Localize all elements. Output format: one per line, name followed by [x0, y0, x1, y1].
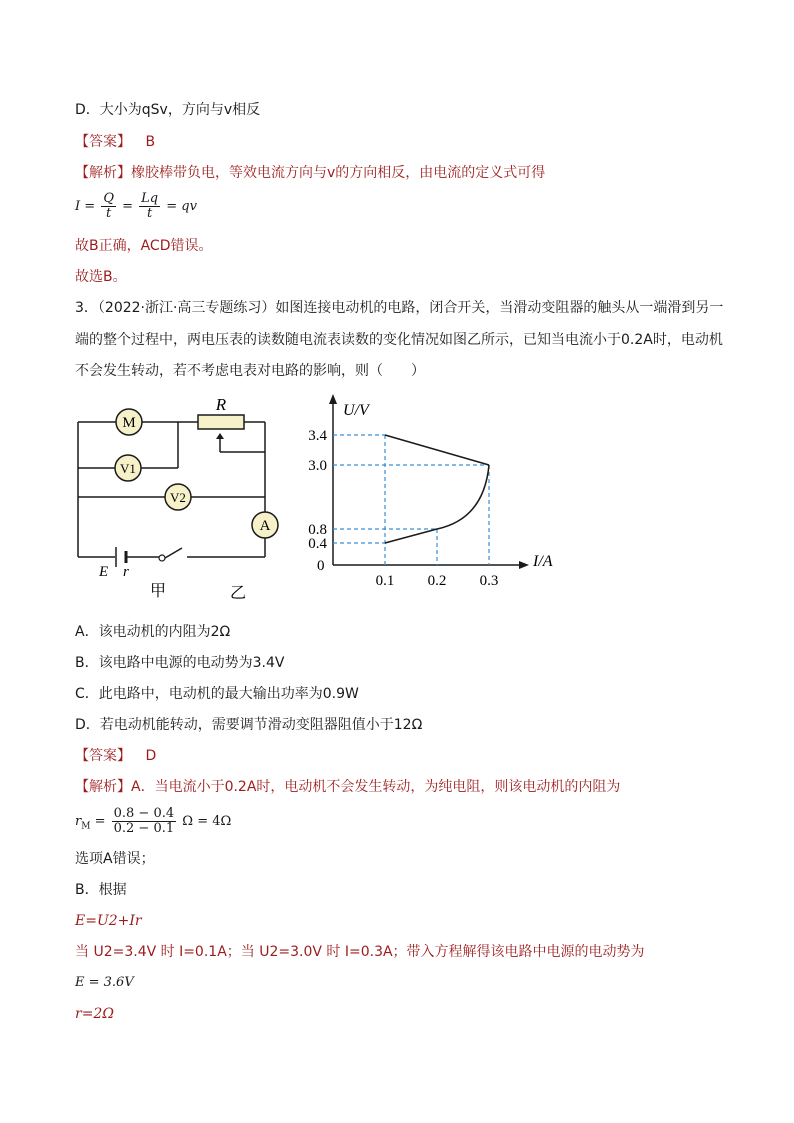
x-tick-label-0: 0.1 — [375, 573, 395, 589]
answer-value: B — [145, 134, 156, 150]
resistance-fraction: $\frac{0.8 - 0.4}{0.2 - 0.1}$ — [113, 806, 175, 836]
option-d-previous: D．大小为qSv，方向与v相反 — [75, 102, 261, 118]
internal-r-result: r=2Ω — [75, 1006, 114, 1022]
option-d: D．若电动机能转动，需要调节滑动变阻器阻值小于12Ω — [75, 717, 423, 733]
rheostat-r — [198, 415, 244, 429]
series-v2-line — [385, 435, 489, 465]
ammeter-a — [252, 512, 278, 538]
analysis-text: A．当电流小于0.2A时，电动机不会发生转动，为纯电阻，则该电动机的内阻为 — [131, 779, 621, 795]
emf-result: E = 3.6V — [75, 975, 134, 990]
internal-r-label: r — [123, 564, 129, 580]
current-formula: I = $\frac{Q}{t}$ = $\frac{Lq}{t}$ = qv — [75, 191, 197, 221]
switch-pivot — [159, 555, 165, 561]
option-a: A．该电动机的内阻为2Ω — [75, 624, 231, 640]
analysis-text: 橡胶棒带负电，等效电流方向与v的方向相反，由电流的定义式可得 — [131, 165, 546, 181]
fraction-q-over-t: $\frac{Q}{t}$ — [103, 191, 114, 221]
y-tick-label-2: 3.0 — [308, 458, 327, 474]
motor-symbol — [116, 409, 142, 435]
answer-value: D — [145, 748, 157, 764]
voltmeter-v1 — [115, 455, 141, 481]
substitution-line: 当 U2=3.4V 时 I=0.1A；当 U2=3.0V 时 I=0.3A；带入方程解得该电路中电源的电动势为 — [75, 944, 645, 960]
analysis-line-1 — [75, 164, 545, 182]
question-3-line-1: 3．（2022·浙江·高三专题练习）如图连接电动机的电路，闭合开关，当滑动变阻器的触头从一端滑到另一 — [75, 300, 724, 316]
option-c: C．此电路中，电动机的最大输出功率为0.9W — [75, 686, 359, 702]
option-b-basis: B．根据 — [75, 882, 127, 898]
u-i-graph — [230, 394, 553, 602]
slider-arrow — [216, 433, 224, 439]
option-b: B．该电路中电源的电动势为3.4V — [75, 655, 285, 671]
svg-text:V1: V1 — [120, 461, 136, 476]
x-tick-label-2: 0.3 — [479, 573, 499, 589]
analysis-label: 【解析】 — [75, 779, 131, 795]
option-a-wrong: 选项A错误； — [75, 851, 155, 867]
question-figure — [70, 392, 560, 607]
svg-text:A: A — [259, 518, 271, 534]
origin-label: 0 — [317, 558, 325, 574]
answer-label: 【答案】 — [75, 134, 131, 150]
y-axis-label: U/V — [343, 402, 369, 419]
voltmeter-v2 — [165, 484, 191, 510]
analysis-line-2 — [75, 778, 620, 796]
x-axis-arrow — [519, 561, 529, 569]
y-tick-label-3: 3.4 — [308, 428, 327, 444]
answer-label: 【答案】 — [75, 748, 131, 764]
analysis-label: 【解析】 — [75, 165, 131, 181]
internal-resistance-formula: $r_M$ = $\frac{0.8 - 0.4}{0.2 - 0.1}$ Ω = 4Ω — [75, 806, 232, 836]
answer-line-2 — [75, 747, 156, 765]
fraction-lq-over-t: $\frac{Lq}{t}$ — [141, 191, 159, 221]
svg-text:V2: V2 — [170, 490, 186, 505]
choose-1: 故选B。 — [75, 269, 127, 285]
circuit-caption: 甲 — [150, 581, 167, 600]
emf-equation: E=U2+Ir — [75, 913, 142, 929]
y-tick-label-0: 0.4 — [308, 536, 327, 552]
question-3-line-2: 端的整个过程中，两电压表的读数随电流表读数的变化情况如图乙所示，已知当电流小于0.2A时，电动机 — [75, 332, 723, 348]
answer-line-1 — [75, 133, 155, 151]
emf-label: E — [99, 564, 109, 580]
conclusion-1: 故B正确，ACD错误。 — [75, 238, 213, 254]
x-axis-label: I/A — [533, 553, 553, 570]
x-tick-label-1: 0.2 — [427, 573, 447, 589]
svg-text:M: M — [122, 415, 136, 431]
resistor-label: R — [215, 395, 227, 414]
y-axis-arrow — [329, 394, 337, 404]
y-tick-label-1: 0.8 — [308, 522, 327, 538]
question-3-line-3: 不会发生转动，若不考虑电表对电路的影响，则（ ） — [75, 363, 425, 379]
graph-caption: 乙 — [230, 583, 247, 602]
